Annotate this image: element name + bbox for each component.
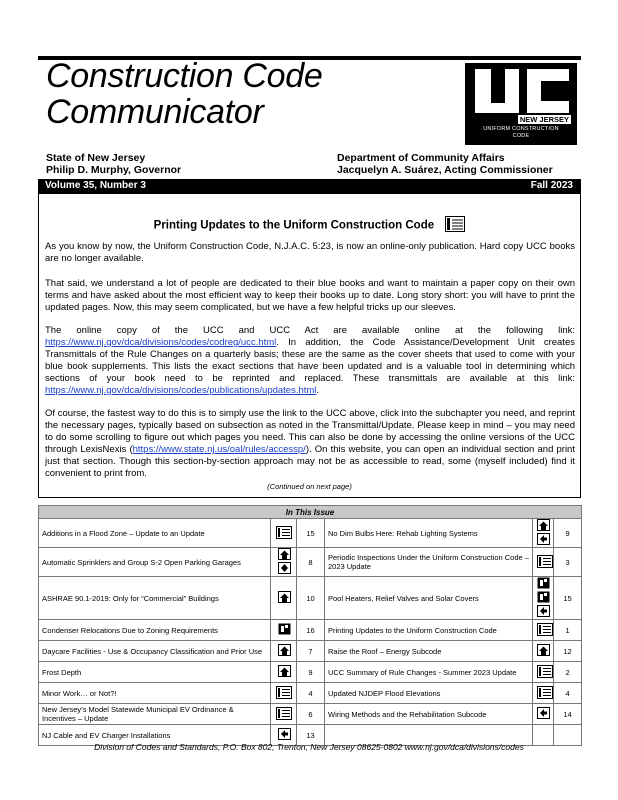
subcode-icons: [533, 704, 554, 725]
article-title-cell: Additions in a Flood Zone – Update to an Update: [39, 519, 271, 548]
article-title-cell: NJ Cable and EV Charger Installations: [39, 725, 271, 746]
department-block: Department of Community Affairs Jacquelyn A. Suárez, Acting Commissioner: [337, 152, 553, 176]
season-label: Fall 2023: [530, 180, 573, 191]
subcode-icons: [271, 519, 297, 548]
document-icon: [276, 707, 292, 722]
newsletter-title: Construction Code Communicator: [46, 57, 323, 131]
article-title-cell: No Dim Bulbs Here: Rehab Lighting Systems: [325, 519, 533, 548]
building-icon: [278, 644, 291, 658]
article-title-cell: Updated NJDEP Flood Elevations: [325, 683, 533, 704]
building-icon: [278, 665, 291, 679]
volume-label: Volume 35, Number 3: [45, 180, 146, 191]
in-this-issue-table: [38, 505, 582, 746]
page-number-cell: 8: [297, 548, 325, 577]
subcode-icons: [271, 704, 297, 725]
article-title-cell: New Jersey’s Model Statewide Municipal EV Ordinance & Incentives – Update: [39, 704, 271, 725]
footer: Division of Codes and Standards, P.O. Box 802, Trenton, New Jersey 08625-0802 www.nj.gov/dca/divisions/codes: [94, 742, 524, 752]
table-row: [39, 641, 582, 662]
subcode-icons: [271, 683, 297, 704]
article-title-cell: Minor Work… or Not?!: [39, 683, 271, 704]
mechanical-icon: [278, 623, 291, 637]
lexisnexis-link[interactable]: https://www.state.nj.us/oal/rules/accessp/: [132, 444, 306, 455]
lead-article: [38, 193, 581, 498]
volume-bar: [38, 179, 581, 193]
article-title-cell: Periodic Inspections Under the Uniform Construction Code – 2023 Update: [325, 548, 533, 577]
logo-state: NEW JERSEY: [519, 115, 569, 124]
subcode-icons: [533, 683, 554, 704]
page-number-cell: 3: [554, 548, 582, 577]
electrical-icon: [537, 707, 550, 721]
electrical-icon: [537, 533, 550, 547]
table-row: [39, 519, 582, 548]
mechanical-icon: [537, 577, 550, 591]
state-block: State of New Jersey Philip D. Murphy, Governor: [46, 152, 182, 176]
page-number-cell: 14: [554, 704, 582, 725]
building-icon: [278, 591, 291, 605]
article-title-cell: Condenser Relocations Due to Zoning Requirements: [39, 620, 271, 641]
table-row: [39, 620, 582, 641]
page-number-cell: 1: [554, 620, 582, 641]
article-title-cell: Pool Heaters, Relief Valves and Solar Covers: [325, 577, 533, 620]
article-paragraph-2: That said, we understand a lot of people are dedicated to their blue books and want to maintain a paper copy on their own terms and have asked about the most efficient way to keep their books up to date. Long story short: you will have to print the updated pages. Now, this may seem complicated, but we have a few helpful tricks up our sleeves.: [45, 278, 575, 313]
article-title-cell: Wiring Methods and the Rehabilitation Subcode: [325, 704, 533, 725]
subcode-icons: [533, 620, 554, 641]
subcode-icons: [271, 620, 297, 641]
article-paragraph-3: The online copy of the UCC and UCC Act are available online at the following link: https://www.nj.gov/dca/divisions/codes/codreg/ucc.html. In addition, the Code Assistance/Development Unit creates Transmittals of the Rule Changes on a quarterly basis; these are the same as the cover sheets that used to come with your blue book supplements. This lists the exact sections that have been updated and is a valuable tool in determining which sections of your book need to be reprinted and replaced. These transmittals are available at this link: https://www.nj.gov/dca/divisions/codes/publications/updates.html.: [45, 325, 575, 396]
fire-icon: [278, 562, 291, 576]
page-number-cell: 4: [297, 683, 325, 704]
subcode-icons: [271, 662, 297, 683]
article-title-cell: Raise the Roof – Energy Subcode: [325, 641, 533, 662]
subcode-icons: [533, 577, 554, 620]
document-icon: [445, 216, 465, 235]
page-number-cell: 16: [297, 620, 325, 641]
table-row: [39, 683, 582, 704]
article-title-cell: ASHRAE 90.1-2019: Only for “Commercial” Buildings: [39, 577, 271, 620]
article-title-cell: Daycare Facilities - Use & Occupancy Classification and Prior Use: [39, 641, 271, 662]
article-title-cell: UCC Summary of Rule Changes - Summer 2023 Update: [325, 662, 533, 683]
article-title: Printing Updates to the Uniform Construction Code: [39, 216, 580, 235]
document-icon: [537, 686, 553, 701]
subcode-icons: [271, 548, 297, 577]
document-icon: [537, 623, 553, 638]
document-icon: [537, 665, 553, 680]
article-title-cell: Frost Depth: [39, 662, 271, 683]
page-number-cell: 2: [554, 662, 582, 683]
ucc-logo: [465, 63, 577, 145]
page-number-cell: 15: [554, 577, 582, 620]
page-number-cell: 6: [297, 704, 325, 725]
subcode-icons: [533, 519, 554, 548]
ucc-link[interactable]: https://www.nj.gov/dca/divisions/codes/codreg/ucc.html: [45, 337, 277, 348]
subcode-icons: [533, 548, 554, 577]
building-icon: [278, 548, 291, 562]
mechanical-icon: [537, 591, 550, 605]
page-number-cell: 10: [297, 577, 325, 620]
table-row: [39, 548, 582, 577]
page-number-cell: 7: [297, 641, 325, 662]
table-row: [39, 704, 582, 725]
building-icon: [537, 644, 550, 658]
continued-note: (Continued on next page): [267, 482, 352, 491]
article-paragraph-4: Of course, the fastest way to do this is to simply use the link to the UCC above, click into the subchapter you need, and reprint the necessary pages, typically based on subsection as noted in the Transmittal/Update. Please keep in mind – you may need to do some scrolling to figure out which pages you need. This can also be done by accessing the online versions of the UCC through LexisNexis (https://www.state.nj.us/oal/rules/accessp/). On this website, you can open an individual section and print just that section. Though this section-by-section approach may not be as accessible to read, some (myself included) find it convenient to print from.: [45, 408, 575, 479]
page-number-cell: 15: [297, 519, 325, 548]
article-title-cell: Printing Updates to the Uniform Construction Code: [325, 620, 533, 641]
document-icon: [276, 686, 292, 701]
table-row: [39, 662, 582, 683]
logo-caption: UNIFORM CONSTRUCTION CODE: [483, 126, 559, 139]
transmittals-link[interactable]: https://www.nj.gov/dca/divisions/codes/publications/updates.html: [45, 385, 317, 396]
page-number-cell: 4: [554, 683, 582, 704]
subcode-icons: [533, 641, 554, 662]
article-title-cell: Automatic Sprinklers and Group S-2 Open Parking Garages: [39, 548, 271, 577]
electrical-icon: [278, 728, 291, 742]
subcode-icons: [271, 641, 297, 662]
electrical-icon: [537, 605, 550, 619]
in-this-issue-heading: In This Issue: [39, 506, 582, 519]
page-number-cell: 9: [554, 519, 582, 548]
page-number-cell: 13: [297, 725, 325, 746]
article-paragraph-1: As you know by now, the Uniform Construction Code, N.J.A.C. 5:23, is now an online-only publication. Hard copy UCC books are no longer available.: [45, 241, 575, 264]
subcode-icons: [533, 662, 554, 683]
subcode-icons: [271, 577, 297, 620]
document-icon: [276, 526, 292, 541]
table-row: [39, 577, 582, 620]
page-number-cell: 12: [554, 641, 582, 662]
building-icon: [537, 519, 550, 533]
document-icon: [537, 555, 553, 570]
page-number-cell: 9: [297, 662, 325, 683]
